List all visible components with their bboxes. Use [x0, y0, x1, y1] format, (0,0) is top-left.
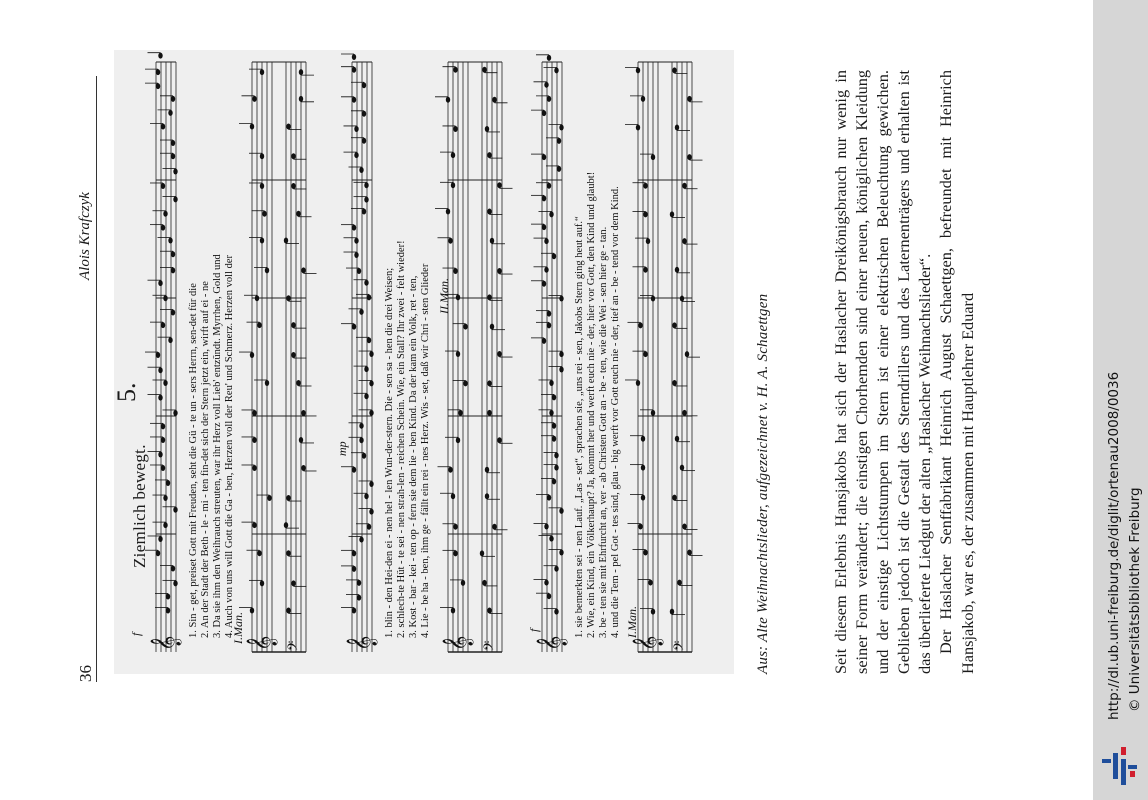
page-number: 36	[76, 665, 95, 682]
note-head	[492, 97, 496, 103]
note-head	[547, 183, 551, 189]
note-head	[544, 238, 548, 244]
note-head	[260, 69, 264, 75]
note-head	[284, 238, 288, 244]
note-head	[547, 96, 551, 102]
note-head	[680, 465, 684, 471]
lyric-line: 3. Da sie ihm den Weihrauch streuten, war ihr Herz voll Lieb' entzündt. Myrrhen, Gold und	[212, 254, 223, 638]
note-head	[552, 423, 556, 429]
note-head	[636, 380, 640, 386]
note-head	[559, 550, 563, 556]
note-head	[497, 351, 501, 357]
lyric-line: 3. Kost - bar - kei - ten op - fern sie dem lie - ben Kind. Da der kam ein Volk, ret - ten,	[408, 275, 419, 638]
note-head	[485, 467, 489, 473]
music-score	[114, 50, 734, 674]
note-head	[453, 550, 457, 556]
note-head	[485, 126, 489, 132]
note-head	[291, 183, 295, 189]
note-head	[490, 324, 494, 330]
note-head	[458, 410, 462, 416]
note-head	[687, 96, 691, 102]
note-head	[156, 352, 160, 358]
note-head	[161, 437, 165, 443]
note-head	[163, 495, 167, 501]
note-head	[352, 550, 356, 556]
note-head	[638, 524, 642, 530]
note-head	[171, 96, 175, 102]
note-head	[163, 211, 167, 217]
note-head	[357, 595, 361, 601]
note-head	[161, 183, 165, 189]
note-head	[643, 351, 647, 357]
note-head	[260, 580, 264, 586]
note-head	[250, 124, 254, 130]
note-head	[260, 238, 264, 244]
note-head	[352, 467, 356, 473]
note-head	[542, 281, 546, 287]
note-head	[158, 395, 162, 401]
note-head	[252, 96, 256, 102]
note-head	[352, 324, 356, 330]
note-head	[446, 97, 450, 103]
note-head	[286, 608, 290, 614]
note-head	[557, 166, 561, 172]
lyric-line: 3. be - ten sie mit Ehrfurcht an, ver - ab Christen Gott an - be - ten, wie die Wei - sen hier ge - tan.	[598, 226, 609, 638]
clef-icon: 𝄞	[537, 635, 567, 651]
body-text	[830, 70, 978, 674]
note-head	[549, 380, 553, 386]
note-head	[453, 268, 457, 274]
note-head	[357, 268, 361, 274]
note-head	[262, 211, 266, 217]
note-head	[651, 410, 655, 416]
note-head	[544, 267, 548, 273]
note-head	[171, 267, 175, 273]
note-head	[352, 608, 356, 614]
note-head	[542, 154, 546, 160]
note-head	[364, 493, 368, 499]
note-head	[682, 524, 686, 530]
note-head	[161, 423, 165, 429]
note-head	[682, 183, 686, 189]
note-head	[286, 550, 290, 556]
note-head	[173, 169, 177, 175]
note-head	[672, 380, 676, 386]
note-head	[166, 593, 170, 599]
note-head	[646, 238, 650, 244]
note-head	[364, 197, 368, 203]
note-head	[559, 124, 563, 130]
note-head	[367, 294, 371, 300]
note-head	[166, 480, 170, 486]
note-head	[357, 580, 361, 586]
lyric-line: 4. Auch von uns will Gott die Ga - ben, Herzen voll der Reu' und Schmerz. Herzen voll der	[224, 255, 235, 638]
note-head	[265, 380, 269, 386]
note-head	[641, 436, 645, 442]
note-head	[250, 352, 254, 358]
note-head	[544, 580, 548, 586]
note-head	[359, 437, 363, 443]
note-head	[549, 410, 553, 416]
note-head	[643, 267, 647, 273]
clef-icon: 𝄞	[347, 635, 377, 651]
note-head	[156, 83, 160, 89]
note-head	[171, 309, 175, 315]
note-head	[549, 211, 553, 217]
note-head	[456, 351, 460, 357]
note-head	[354, 252, 358, 258]
note-head	[168, 238, 172, 244]
note-head	[641, 495, 645, 501]
lyric-line: 1. sie bemerkten sei - nen Lauf. „Las - set“, sprachen sie, „uns rei - sen, Jakobs Stern ging heut auf.“	[574, 216, 585, 638]
note-head	[171, 140, 175, 146]
note-head	[163, 522, 167, 528]
body-paragraph: Der Haslacher Senffabrikant Heinrich August Schaettgen, befreundet mit Heinrich Hansjakob, war es, der zusammen mit Hauptlehrer Eduard	[936, 70, 977, 674]
note-head	[257, 550, 261, 556]
note-head	[497, 182, 501, 188]
note-head	[250, 608, 254, 614]
note-head	[161, 322, 165, 328]
running-head-author: Alois Krafczyk	[77, 192, 93, 280]
note-head	[638, 322, 642, 328]
note-head	[559, 351, 563, 357]
note-head	[497, 437, 501, 443]
note-head	[487, 152, 491, 158]
note-head	[158, 536, 162, 542]
note-head	[171, 566, 175, 572]
note-head	[352, 54, 356, 60]
note-head	[448, 238, 452, 244]
note-head	[682, 238, 686, 244]
note-head	[542, 338, 546, 344]
note-head	[252, 465, 256, 471]
note-head	[364, 366, 368, 372]
note-head	[171, 251, 175, 257]
note-head	[672, 67, 676, 73]
note-head	[651, 609, 655, 615]
note-head	[542, 224, 546, 230]
note-head	[554, 609, 558, 615]
note-head	[461, 580, 465, 586]
note-head	[364, 182, 368, 188]
note-head	[636, 124, 640, 130]
note-head	[559, 296, 563, 302]
note-head	[173, 196, 177, 202]
clef-icon: 𝄞	[151, 635, 181, 651]
note-head	[451, 608, 455, 614]
note-head	[554, 566, 558, 572]
note-head	[299, 437, 303, 443]
lyric-line: 1. Sin - get, preiset Gott mit Freuden, seht die Gü - te un - sers Herrn, sen-det für die	[188, 283, 199, 638]
note-head	[552, 394, 556, 400]
source-url-link[interactable]: http://dl.ub.uni-freiburg.de/diglit/ortenau2008/0036	[1106, 371, 1122, 720]
note-head	[547, 593, 551, 599]
note-head	[352, 566, 356, 572]
note-head	[487, 209, 491, 215]
library-logo-icon	[1100, 745, 1140, 787]
note-head	[643, 211, 647, 217]
note-head	[286, 124, 290, 130]
clef-icon: 𝄞	[443, 635, 473, 651]
note-head	[296, 380, 300, 386]
note-head	[680, 296, 684, 302]
note-head	[369, 509, 373, 515]
note-head	[672, 322, 676, 328]
note-head	[497, 268, 501, 274]
note-head	[161, 465, 165, 471]
note-head	[636, 67, 640, 73]
note-head	[354, 126, 358, 132]
note-head	[492, 524, 496, 530]
note-head	[301, 465, 305, 471]
note-head	[487, 294, 491, 300]
note-head	[682, 410, 686, 416]
note-head	[252, 522, 256, 528]
clef-icon: 𝄞	[247, 635, 277, 651]
note-head	[369, 481, 373, 487]
note-head	[480, 550, 484, 556]
note-head	[173, 580, 177, 586]
note-head	[301, 267, 305, 273]
note-head	[359, 537, 363, 543]
note-head	[359, 309, 363, 315]
note-head	[367, 337, 371, 343]
note-head	[362, 82, 366, 88]
note-head	[453, 67, 457, 73]
note-head	[456, 294, 460, 300]
note-head	[547, 495, 551, 501]
note-head	[369, 351, 373, 357]
note-head	[163, 380, 167, 386]
note-head	[286, 295, 290, 301]
note-head	[670, 211, 674, 217]
note-head	[552, 478, 556, 484]
note-head	[482, 580, 486, 586]
note-head	[367, 524, 371, 530]
dynamic-marking: mp	[335, 441, 349, 456]
note-head	[255, 295, 259, 301]
dynamic-marking: I.Man.	[231, 612, 245, 644]
note-head	[687, 550, 691, 556]
note-head	[362, 453, 366, 459]
lyric-line: 2. schlech-te Hüt - te sei - nen strah-len - reichen Schein. Wie, ein Stall? Ihr zwei - felt wieder!	[396, 240, 407, 638]
note-head	[482, 67, 486, 73]
note-head	[161, 225, 165, 231]
note-head	[687, 154, 691, 160]
note-head	[364, 280, 368, 286]
note-head	[547, 322, 551, 328]
dynamic-marking: f	[527, 628, 541, 632]
note-head	[675, 436, 679, 442]
clef-icon: 𝄢	[285, 640, 304, 651]
note-head	[670, 609, 674, 615]
note-head	[643, 183, 647, 189]
note-head	[648, 580, 652, 586]
note-head	[369, 410, 373, 416]
note-head	[559, 508, 563, 514]
note-head	[651, 154, 655, 160]
note-head	[554, 67, 558, 73]
lyric-line: 2. An der Stadt der Beth - le - mi - ten fin-det sich der Stern jetzt ein, wirft auf ei - ne	[200, 281, 211, 638]
song-number: 5.	[112, 382, 141, 402]
note-head	[362, 111, 366, 117]
note-head	[166, 608, 170, 614]
note-head	[446, 209, 450, 215]
note-head	[173, 410, 177, 416]
note-head	[490, 238, 494, 244]
note-head	[369, 380, 373, 386]
note-head	[451, 152, 455, 158]
dynamic-marking: f	[129, 632, 143, 636]
note-head	[554, 452, 558, 458]
note-head	[291, 580, 295, 586]
note-head	[163, 295, 167, 301]
note-head	[643, 550, 647, 556]
note-head	[158, 53, 162, 59]
note-head	[552, 436, 556, 442]
note-head	[362, 138, 366, 144]
note-head	[267, 495, 271, 501]
note-head	[675, 124, 679, 130]
note-head	[487, 608, 491, 614]
note-head	[554, 465, 558, 471]
note-head	[260, 183, 264, 189]
note-head	[173, 507, 177, 513]
note-head	[156, 550, 160, 556]
note-head	[260, 153, 264, 159]
note-head	[171, 153, 175, 159]
note-head	[453, 126, 457, 132]
note-head	[359, 423, 363, 429]
note-head	[542, 110, 546, 116]
note-head	[354, 238, 358, 244]
copyright-notice: © Universitätsbibliothek Freiburg	[1127, 487, 1143, 712]
note-head	[544, 524, 548, 530]
note-head	[291, 322, 295, 328]
dynamic-marking: I.Man.	[625, 606, 639, 638]
tempo-marking: Ziemlich bewegt.	[130, 444, 149, 568]
body-paragraph: Seit diesem Erlebnis Hansjakobs hat sich der Haslacher Dreikönigsbrauch nur wenig in seiner Form verändert; die einstigen Chorhemden sind einer neuen, königlichen Kleidung und der einstige Lichtstumpen im Stern ist einer elektrischen Beleuchtung gewichen. Geblieben jedoch ist die Gestalt des Sterndrillers und des Laternenträgers und erhalten ist das überlieferte Liedgut der alten „Haslacher Weihnachtslieder“.	[831, 70, 935, 674]
note-head	[672, 495, 676, 501]
note-head	[301, 410, 305, 416]
header-rule	[96, 76, 97, 682]
note-head	[158, 280, 162, 286]
note-head	[257, 322, 261, 328]
note-head	[451, 182, 455, 188]
note-head	[463, 324, 467, 330]
note-head	[359, 167, 363, 173]
note-head	[296, 211, 300, 217]
note-head	[448, 467, 452, 473]
note-head	[456, 437, 460, 443]
note-head	[557, 138, 561, 144]
note-head	[352, 97, 356, 103]
clef-icon: 𝄞	[633, 635, 663, 651]
note-head	[168, 337, 172, 343]
note-head	[675, 267, 679, 273]
note-head	[685, 351, 689, 357]
clef-icon: 𝄢	[671, 640, 690, 651]
note-head	[362, 209, 366, 215]
note-head	[291, 153, 295, 159]
note-head	[168, 110, 172, 116]
lyric-line: 1. blin - den Hei-den ei - nen hel - len Wun-der-stern. Die - sen sa - hen die drei Weisen;	[384, 267, 395, 638]
note-head	[299, 96, 303, 102]
note-head	[352, 225, 356, 231]
note-head	[161, 124, 165, 130]
dynamic-marking: II.Man.	[437, 278, 451, 314]
note-head	[552, 253, 556, 259]
lyric-line: 2. Wie, ein Kind, ein Völkerhaupt? Ja, kommt her und werft euch nie - der, hier vor Gott, den Kind und glaubt!	[586, 171, 597, 638]
note-head	[487, 410, 491, 416]
note-head	[463, 380, 467, 386]
note-head	[252, 437, 256, 443]
note-head	[352, 67, 356, 73]
note-head	[549, 536, 553, 542]
lyric-line: 4. Lie - be ha - ben, ihm ge - fällt ein rei - nes Herz. Wis - set, daß wir Chri - sten Glieder	[420, 263, 431, 638]
score-caption: Aus: Alte Weihnachtslieder, aufgezeichnet v. H. A. Schaettgen	[755, 293, 771, 674]
note-head	[291, 352, 295, 358]
note-head	[544, 82, 548, 88]
note-head	[156, 69, 160, 75]
note-head	[158, 451, 162, 457]
note-head	[284, 522, 288, 528]
note-head	[453, 524, 457, 530]
clef-icon: 𝄢	[481, 640, 500, 651]
note-head	[651, 296, 655, 302]
note-head	[677, 580, 681, 586]
note-head	[641, 465, 645, 471]
note-head	[265, 267, 269, 273]
note-head	[559, 366, 563, 372]
note-head	[485, 493, 489, 499]
note-head	[487, 380, 491, 386]
lyric-line: 4. und die Tem - pel Got - tes sind, glau - big werft vor Gott euch nie - der, tief an - be - tend vor dem Kind.	[610, 186, 621, 638]
note-head	[641, 96, 645, 102]
score-notation	[114, 50, 734, 674]
note-head	[364, 393, 368, 399]
note-head	[547, 311, 551, 317]
note-head	[286, 495, 290, 501]
note-head	[252, 410, 256, 416]
note-head	[451, 493, 455, 499]
note-head	[299, 69, 303, 75]
note-head	[542, 195, 546, 201]
note-head	[158, 367, 162, 373]
note-head	[547, 55, 551, 61]
note-head	[354, 152, 358, 158]
